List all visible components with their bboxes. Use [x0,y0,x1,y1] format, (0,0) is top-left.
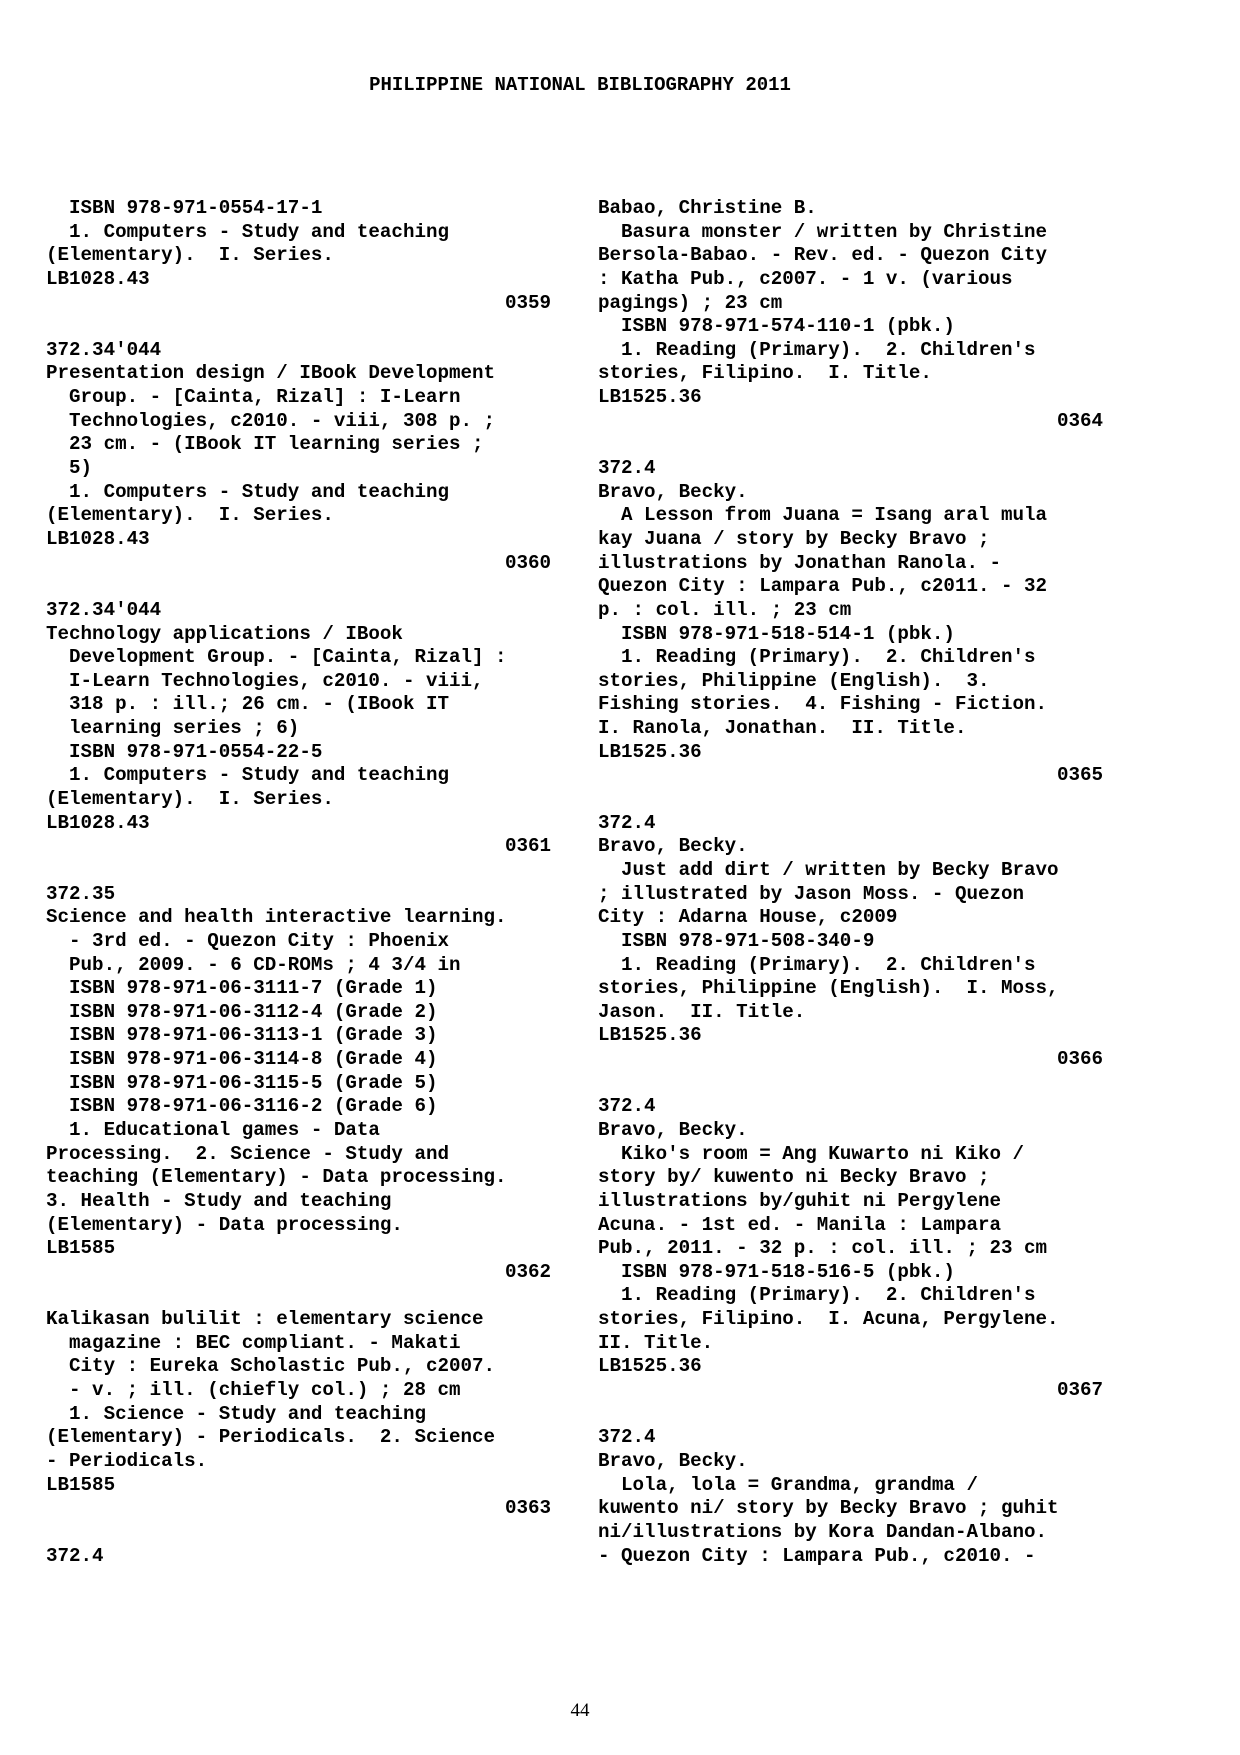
entry-line: LB1028.43 [46,267,150,290]
spacer [46,1521,556,1545]
entry-line: ISBN 978-971-0554-22-5 [46,740,323,763]
entry-line: Babao, Christine B. [598,197,817,219]
page-number: 44 [570,1700,590,1721]
entry-line: 1. Reading (Primary). 2. Children's [598,953,1036,976]
entry-line: Processing. 2. Science - Study and [46,1142,450,1165]
entry-number: 0361 [504,835,551,858]
entry-line: 1. Science - Study and teaching [46,1402,426,1425]
entry-line: Bravo, Becky. [598,835,748,858]
entry-line: I. Ranola, Jonathan. II. Title. [598,717,967,740]
page-header: PHILIPPINE NATIONAL BIBLIOGRAPHY 2011 [369,74,791,96]
entry-line: Just add dirt / written by Becky Bravo [598,858,1059,881]
entry-line: : Katha Pub., c2007. - 1 v. (various [598,267,1013,290]
entry-line: teaching (Elementary) - Data processing. [46,1166,507,1189]
spacer [46,1284,556,1308]
entry-line: Basura monster / written by Christine [598,220,1048,243]
entry-line: (Elementary). I. Series. [46,504,334,527]
entry-line: kuwento ni/ story by Becky Bravo ; guhit [598,1497,1059,1520]
entry-line: pagings) ; 23 cm [598,291,783,314]
entry-line: 1. Computers - Study and teaching [46,764,450,787]
entry-line: Group. - [Cainta, Rizal] : I-Learn [46,386,461,409]
entry-line: LB1585 [46,1473,116,1496]
entry-line: ISBN 978-971-574-110-1 (pbk.) [598,315,955,338]
entry-line: learning series ; 6) [46,717,300,740]
entry-line: 1. Computers - Study and teaching [46,220,450,243]
entry-line: Kalikasan bulilit : elementary science [46,1308,484,1331]
left-column [46,197,556,1568]
entry-line: 372.35 [46,882,116,905]
entry-line: stories, Filipino. I. Acuna, Pergylene. [598,1308,1059,1331]
entry-line: LB1028.43 [46,527,150,550]
entry-line: Development Group. - [Cainta, Rizal] : [46,646,507,669]
entry-line: I-Learn Technologies, c2010. - viii, [46,669,484,692]
entry-line: - v. ; ill. (chiefly col.) ; 28 cm [46,1379,461,1402]
entry-line: (Elementary). I. Series. [46,788,334,811]
entry-number: 0364 [1056,409,1103,432]
entry-line: 1. Reading (Primary). 2. Children's [598,338,1036,361]
entry-line: ISBN 978-971-518-516-5 (pbk.) [598,1260,955,1283]
entry-line: Pub., 2011. - 32 p. : col. ill. ; 23 cm [598,1237,1048,1260]
entry-line: 1. Reading (Primary). 2. Children's [598,1284,1036,1307]
entry-line: 5) [46,457,93,480]
entry-line: 23 cm. - (IBook IT learning series ; [46,433,484,456]
entry-line: ISBN 978-971-06-3111-7 (Grade 1) [46,977,438,1000]
entry-line: 318 p. : ill.; 26 cm. - (IBook IT [46,693,450,716]
entry-line: Technology applications / IBook [46,622,403,645]
entry-line: 1. Computers - Study and teaching [46,480,450,503]
spacer [598,1072,1108,1096]
entry-line: magazine : BEC compliant. - Makati [46,1331,461,1354]
entry-line: ; illustrated by Jason Moss. - Quezon [598,882,1025,905]
entry-line: LB1585 [46,1237,116,1260]
entry-line: stories, Philippine (English). I. Moss, [598,977,1059,1000]
entry-line: ISBN 978-971-06-3115-5 (Grade 5) [46,1071,438,1094]
entry-line: (Elementary) - Data processing. [46,1213,403,1236]
entry-line: illustrations by/guhit ni Pergylene [598,1189,1002,1212]
entry-number: 0359 [504,291,551,314]
entry-line: 1. Reading (Primary). 2. Children's [598,646,1036,669]
entry-line: II. Title. [598,1331,714,1354]
entry-line: Lola, lola = Grandma, grandma / [598,1473,978,1496]
entry-number: 0362 [504,1260,551,1283]
entry-line: Bravo, Becky. [598,480,748,503]
entry-line: 372.4 [46,1544,104,1567]
entry-line: kay Juana / story by Becky Bravo ; [598,527,990,550]
entry-line: ISBN 978-971-06-3113-1 (Grade 3) [46,1024,438,1047]
entry-line: ni/illustrations by Kora Dandan-Albano. [598,1520,1048,1543]
entry-line: Presentation design / IBook Development [46,362,496,385]
spacer [598,1403,1108,1427]
entry-line: ISBN 978-971-06-3112-4 (Grade 2) [46,1000,438,1023]
right-column [598,197,1108,1568]
entry-line: 372.4 [598,1095,656,1118]
entry-line: Pub., 2009. - 6 CD-ROMs ; 4 3/4 in [46,953,461,976]
entry-line: story by/ kuwento ni Becky Bravo ; [598,1166,990,1189]
entry-line: Acuna. - 1st ed. - Manila : Lampara [598,1213,1002,1236]
entry-line: A Lesson from Juana = Isang aral mula [598,504,1048,527]
entry-line: Fishing stories. 4. Fishing - Fiction. [598,693,1048,716]
entry-number: 0367 [1056,1379,1103,1402]
entry-line: LB1525.36 [598,1355,702,1378]
entry-number: 0363 [504,1497,551,1520]
entry-line: LB1525.36 [598,740,702,763]
entry-number: 0366 [1056,1048,1103,1071]
entry-line: 372.4 [598,457,656,480]
spacer [46,859,556,883]
entry-line: - 3rd ed. - Quezon City : Phoenix [46,929,450,952]
entry-line: - Periodicals. [46,1449,208,1472]
entry-line: ISBN 978-971-508-340-9 [598,929,875,952]
spacer [598,433,1108,457]
entry-line: Technologies, c2010. - viii, 308 p. ; [46,409,496,432]
spacer [46,575,556,599]
entry-line: 372.4 [598,1426,656,1449]
entry-line: LB1028.43 [46,811,150,834]
entry-line: 372.34'044 [46,598,162,621]
entry-line: 1. Educational games - Data [46,1118,380,1141]
entry-line: stories, Philippine (English). 3. [598,669,990,692]
entry-line: Bravo, Becky. [598,1118,748,1141]
entry-line: stories, Filipino. I. Title. [598,362,932,385]
entry-line: Quezon City : Lampara Pub., c2011. - 32 [598,575,1048,598]
entry-line: City : Adarna House, c2009 [598,906,898,929]
entry-line: ISBN 978-971-06-3116-2 (Grade 6) [46,1095,438,1118]
entry-number: 0360 [504,551,551,574]
entry-line: (Elementary). I. Series. [46,244,334,267]
entry-line: p. : col. ill. ; 23 cm [598,598,852,621]
entry-line: (Elementary) - Periodicals. 2. Science [46,1426,496,1449]
entry-line: - Quezon City : Lampara Pub., c2010. - [598,1544,1036,1567]
entry-line: ISBN 978-971-518-514-1 (pbk.) [598,622,955,645]
entry-line: Science and health interactive learning. [46,906,507,929]
entry-line: Bersola-Babao. - Rev. ed. - Quezon City [598,244,1048,267]
entry-line: 372.34'044 [46,338,162,361]
entry-line: City : Eureka Scholastic Pub., c2007. [46,1355,496,1378]
spacer [46,315,556,339]
entry-line: illustrations by Jonathan Ranola. - [598,551,1002,574]
entry-line: ISBN 978-971-06-3114-8 (Grade 4) [46,1048,438,1071]
entry-line: Jason. II. Title. [598,1000,806,1023]
entry-line: Bravo, Becky. [598,1449,748,1472]
entry-line: ISBN 978-971-0554-17-1 [46,197,323,219]
entry-number: 0365 [1056,764,1103,787]
entry-line: LB1525.36 [598,1024,702,1047]
spacer [598,788,1108,812]
entry-line: LB1525.36 [598,386,702,409]
entry-line: Kiko's room = Ang Kuwarto ni Kiko / [598,1142,1025,1165]
entry-line: 372.4 [598,811,656,834]
entry-line: 3. Health - Study and teaching [46,1189,392,1212]
